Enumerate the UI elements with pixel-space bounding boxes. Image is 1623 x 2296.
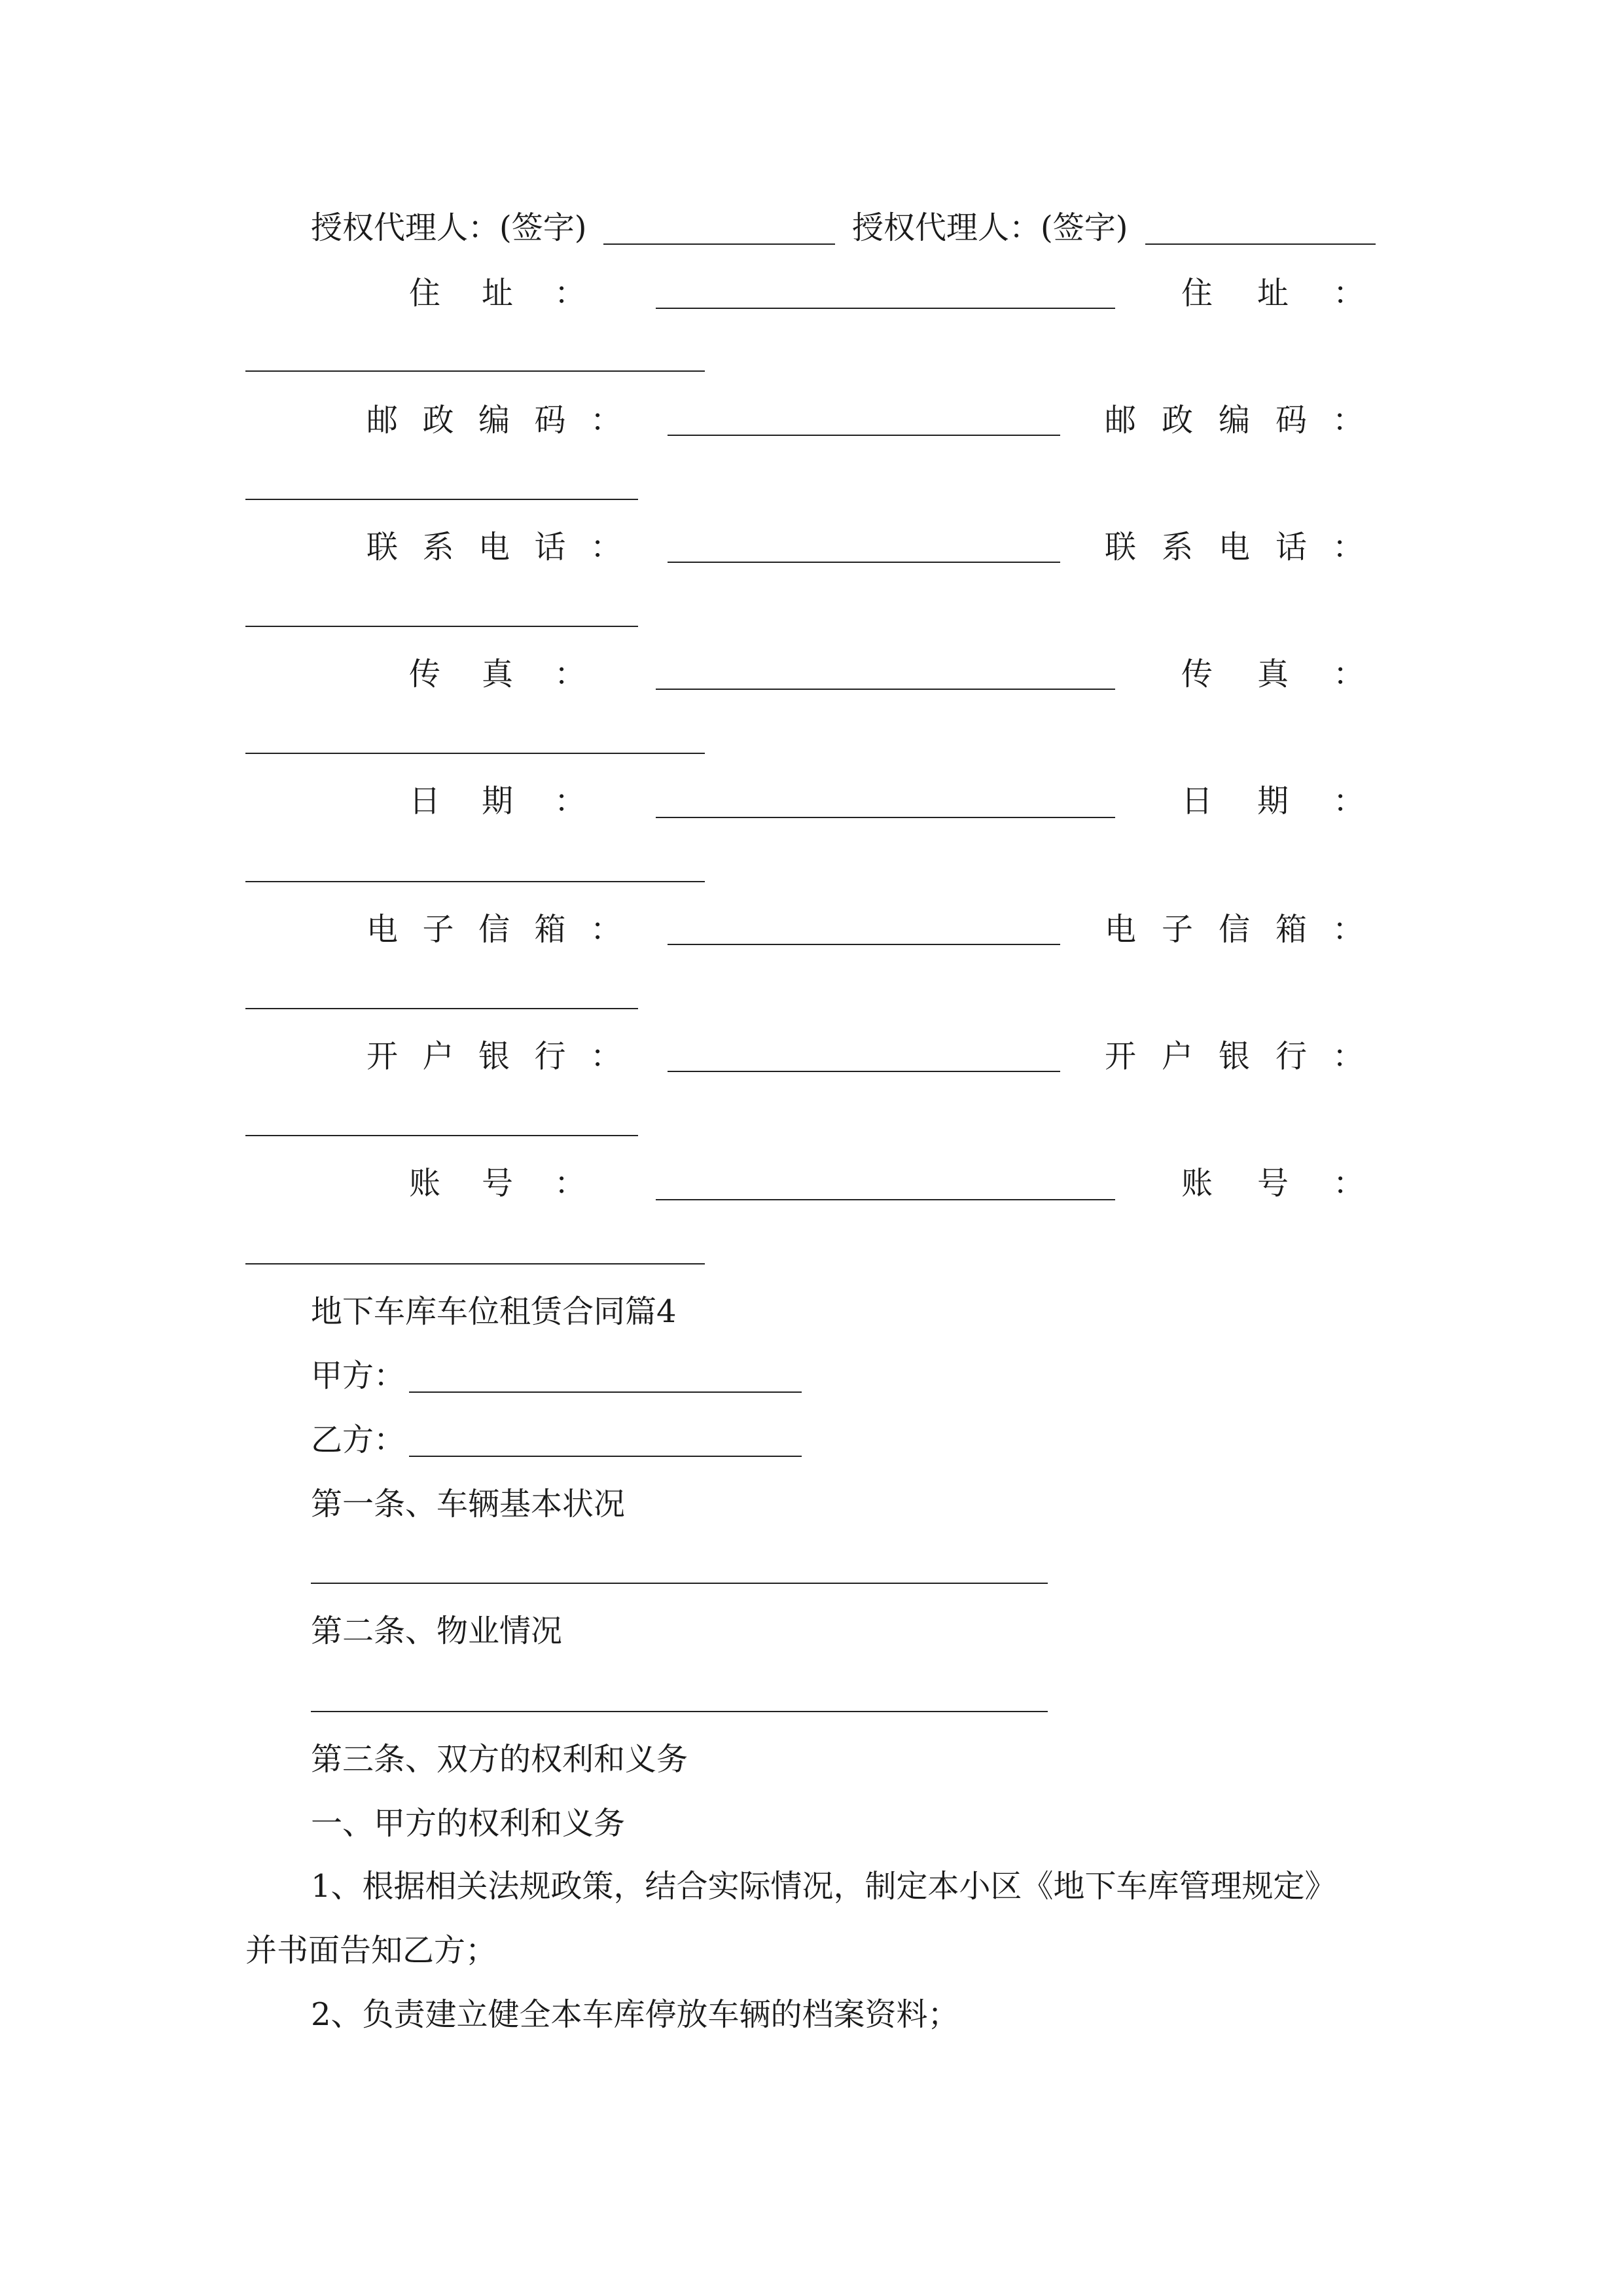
field-postcode-blank-right[interactable] bbox=[245, 499, 638, 500]
field-bank-label-right: 开 户 银 行 ： bbox=[1105, 1038, 1364, 1075]
field-bank-blank-right[interactable] bbox=[245, 1135, 638, 1136]
field-bank-label-left: 开 户 银 行 ： bbox=[366, 1038, 622, 1075]
article-3-heading: 第三条、双方的权利和义务 bbox=[311, 1741, 688, 1778]
field-fax-blank-right[interactable] bbox=[245, 753, 705, 754]
field-address-label-left: 住 址 ： bbox=[409, 275, 586, 312]
field-phone-label-right: 联 系 电 话 ： bbox=[1105, 529, 1364, 565]
field-account-label-right: 账 号 ： bbox=[1181, 1165, 1364, 1202]
article-2-blank[interactable] bbox=[311, 1711, 1048, 1712]
field-postcode-label-right: 邮 政 编 码 ： bbox=[1105, 402, 1364, 439]
agent-signature-label-left: 授权代理人：(签字) bbox=[311, 209, 587, 246]
item-1-line-1: 1、根据相关法规政策，结合实际情况，制定本小区《地下车库管理规定》 bbox=[311, 1868, 1336, 1905]
article-1-blank[interactable] bbox=[311, 1583, 1048, 1584]
agent-signature-blank-right[interactable] bbox=[1145, 243, 1376, 245]
party-b-blank[interactable] bbox=[409, 1456, 802, 1457]
field-postcode-blank-left[interactable] bbox=[668, 435, 1060, 436]
article-2-heading: 第二条、物业情况 bbox=[311, 1613, 563, 1649]
field-fax-label-right: 传 真 ： bbox=[1181, 656, 1364, 692]
field-bank-blank-left[interactable] bbox=[668, 1071, 1060, 1072]
field-phone-label-left: 联 系 电 话 ： bbox=[366, 529, 622, 565]
item-2: 2、负责建立健全本车库停放车辆的档案资料； bbox=[311, 1996, 959, 2033]
party-a-label: 甲方： bbox=[311, 1357, 406, 1394]
field-account-label-left: 账 号 ： bbox=[409, 1165, 586, 1202]
field-fax-blank-left[interactable] bbox=[656, 689, 1115, 690]
agent-signature-label-right: 授权代理人：(签字) bbox=[852, 209, 1128, 246]
field-phone-blank-right[interactable] bbox=[245, 626, 638, 627]
field-email-blank-left[interactable] bbox=[668, 944, 1060, 945]
item-1-line-2: 并书面告知乙方； bbox=[245, 1932, 497, 1969]
field-account-blank-left[interactable] bbox=[656, 1199, 1115, 1200]
field-address-label-right: 住 址 ： bbox=[1181, 275, 1364, 312]
contract-title: 地下车库车位租赁合同篇4 bbox=[311, 1293, 677, 1330]
party-b-label: 乙方： bbox=[311, 1422, 406, 1458]
field-date-blank-left[interactable] bbox=[656, 817, 1115, 818]
field-postcode-label-left: 邮 政 编 码 ： bbox=[366, 402, 622, 439]
field-fax-label-left: 传 真 ： bbox=[409, 656, 586, 692]
field-address-blank-left[interactable] bbox=[656, 308, 1115, 309]
field-email-blank-right[interactable] bbox=[245, 1008, 638, 1009]
field-email-label-right: 电 子 信 箱 ： bbox=[1105, 911, 1364, 948]
field-address-blank-right[interactable] bbox=[245, 370, 705, 372]
field-account-blank-right[interactable] bbox=[245, 1263, 705, 1265]
subsection-heading: 一、甲方的权利和义务 bbox=[311, 1805, 626, 1842]
agent-signature-blank-left[interactable] bbox=[603, 243, 835, 245]
field-date-label-left: 日 期 ： bbox=[409, 783, 586, 819]
party-a-blank[interactable] bbox=[409, 1391, 802, 1393]
article-1-heading: 第一条、车辆基本状况 bbox=[311, 1486, 626, 1522]
field-date-blank-right[interactable] bbox=[245, 881, 705, 882]
field-phone-blank-left[interactable] bbox=[668, 562, 1060, 563]
field-email-label-left: 电 子 信 箱 ： bbox=[366, 911, 622, 948]
field-date-label-right: 日 期 ： bbox=[1181, 783, 1364, 819]
